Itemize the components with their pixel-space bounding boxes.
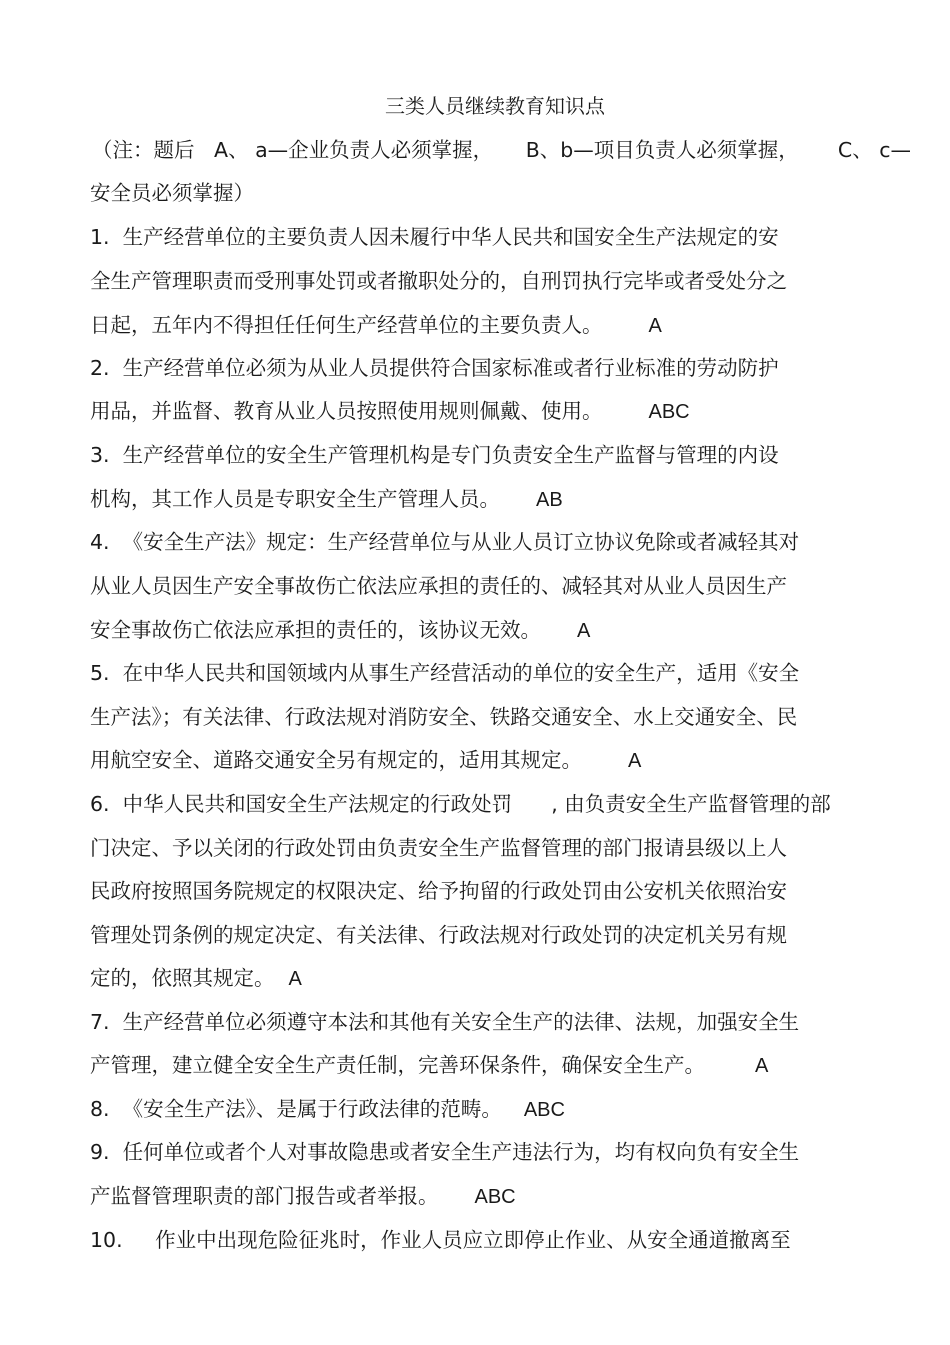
item-4-line-3	[90, 616, 590, 645]
item-3-line-2	[90, 485, 563, 514]
item-5-line-2: 生产法》；有关法律、行政法规对消防安全、铁路交通安全、水上交通安全、民	[90, 705, 798, 729]
item-7-answer: A	[755, 1055, 769, 1077]
item-9-text: 产监督管理职责的部门报告或者举报。	[90, 1184, 439, 1208]
item-4-line-1: 4. 《安全生产法》规定：生产经营单位与从业人员订立协议免除或者减轻其对	[90, 530, 800, 554]
document-title: 三类人员继续教育知识点	[385, 94, 605, 118]
item-3-line-1: 3. 生产经营单位的安全生产管理机构是专门负责安全生产监督与管理的内设	[90, 443, 779, 467]
item-9-line-1: 9. 任何单位或者个人对事故隐患或者安全生产违法行为，均有权向负有安全生	[90, 1140, 800, 1164]
item-4-line-2: 从业人员因生产安全事故伤亡依法应承担的责任的、减轻其对从业人员因生产	[90, 574, 787, 598]
item-7-line-1: 7. 生产经营单位必须遵守本法和其他有关安全生产的法律、法规，加强安全生	[90, 1010, 800, 1034]
item-9-line-2	[90, 1182, 516, 1211]
item-2-text: 用品，并监督、教育从业人员按照使用规则佩戴、使用。	[90, 399, 603, 423]
item-8-answer: ABC	[523, 1099, 565, 1121]
item-6-answer: A	[288, 968, 302, 990]
item-2-answer: ABC	[648, 401, 690, 423]
item-5-line-3	[90, 746, 641, 775]
item-4-text: 安全事故伤亡依法应承担的责任的，该协议无效。	[90, 618, 541, 642]
item-9-answer: ABC	[474, 1186, 516, 1208]
item-8-text: 8. 《安全生产法》、是属于行政法律的范畴。	[90, 1097, 502, 1121]
note-line-1: （注：题后 A、 a—企业负责人必须掌握， B、b—项目负责人必须掌握， C、 c—	[92, 138, 912, 162]
item-1-text: 日起，五年内不得担任任何生产经营单位的主要负责人。	[90, 313, 603, 337]
item-1-line-3	[90, 311, 662, 340]
item-3-answer: AB	[536, 489, 563, 511]
item-6-line-3: 民政府按照国务院规定的权限决定、给予拘留的行政处罚由公安机关依照治安	[90, 879, 787, 903]
item-6-line-2: 门决定、予以关闭的行政处罚由负责安全生产监督管理的部门报请县级以上人	[90, 836, 787, 860]
item-2-line-2	[90, 397, 690, 426]
item-5-text: 用航空安全、道路交通安全另有规定的，适用其规定。	[90, 748, 582, 772]
item-1-line-1: 1. 生产经营单位的主要负责人因未履行中华人民共和国安全生产法规定的安	[90, 225, 779, 249]
item-4-answer: A	[577, 620, 591, 642]
item-1-answer: A	[648, 315, 662, 337]
item-1-line-2: 全生产管理职责而受刑事处罚或者撤职处分的，自刑罚执行完毕或者受处分之	[90, 269, 787, 293]
note-line-2: 安全员必须掌握）	[90, 181, 254, 205]
item-2-line-1: 2. 生产经营单位必须为从业人员提供符合国家标准或者行业标准的劳动防护	[90, 356, 779, 380]
item-7-line-2	[90, 1051, 768, 1080]
item-5-answer: A	[628, 750, 642, 772]
item-6-line-5	[90, 964, 302, 993]
item-6-line-1: 6. 中华人民共和国安全生产法规定的行政处罚 , 由负责安全生产监督管理的部	[90, 792, 831, 816]
item-7-text: 产管理，建立健全安全生产责任制，完善环保条件，确保安全生产。	[90, 1053, 705, 1077]
item-10-line-1: 10. 作业中出现危险征兆时，作业人员应立即停止作业、从安全通道撤离至	[90, 1228, 791, 1252]
item-8-line-1	[90, 1095, 565, 1124]
item-6-text: 定的，依照其规定。	[90, 966, 275, 990]
item-3-text: 机构，其工作人员是专职安全生产管理人员。	[90, 487, 500, 511]
item-6-line-4: 管理处罚条例的规定决定、有关法律、行政法规对行政处罚的决定机关另有规	[90, 923, 787, 947]
item-5-line-1: 5. 在中华人民共和国领域内从事生产经营活动的单位的安全生产，适用《安全	[90, 661, 800, 685]
